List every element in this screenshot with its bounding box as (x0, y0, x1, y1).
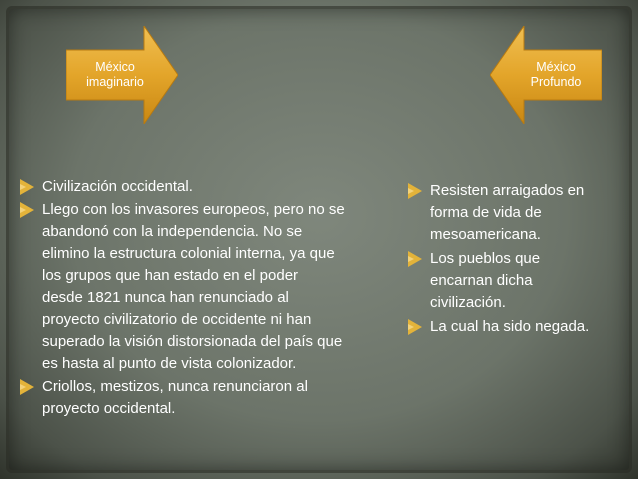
arrow-bullet-icon (20, 179, 34, 195)
arrow-right-line1: México (536, 60, 576, 74)
right-item-3-text: La cual ha sido negada. (430, 318, 590, 335)
arrow-bullet-icon (20, 202, 34, 218)
left-column (18, 176, 398, 420)
list-item (406, 248, 626, 314)
arrow-mexico-imaginario (66, 26, 178, 124)
arrow-bullet-icon (408, 251, 422, 267)
arrow-mexico-profundo (490, 26, 602, 124)
list-item (18, 199, 398, 375)
arrow-left-line2: imaginario (86, 75, 144, 89)
list-item (406, 180, 626, 246)
list-item (406, 316, 626, 338)
arrow-bullet-icon (408, 183, 422, 199)
arrow-bullet-icon (20, 379, 34, 395)
arrow-bullet-icon (408, 319, 422, 335)
right-item-1-text: Resisten arraigados en forma de vida de mesoamericana. (430, 182, 585, 243)
arrow-right-line2: Profundo (530, 75, 582, 89)
list-item (18, 376, 398, 420)
list-item (18, 176, 398, 198)
left-item-3-text: Criollos, mestizos, nunca renunciaron al proyecto occidental. (42, 378, 308, 417)
left-item-1-text: Civilización occidental. (42, 178, 193, 195)
arrow-left-line1: México (95, 60, 135, 74)
left-item-2-text: Llego con los invasores europeos, pero no se abandonó con la independencia. No se elimino la estructura colonial interna, ya que los grupos que han estado en el poder desde 1821 nunca han renunciado al proyecto civilizatorio de occidente ni han superado la visión distorsionada del país que es hasta al punto de vista colonizador. (42, 201, 345, 372)
right-item-2-text: Los pueblos que encarnan dicha civilización. (430, 250, 541, 311)
right-column (406, 180, 626, 338)
